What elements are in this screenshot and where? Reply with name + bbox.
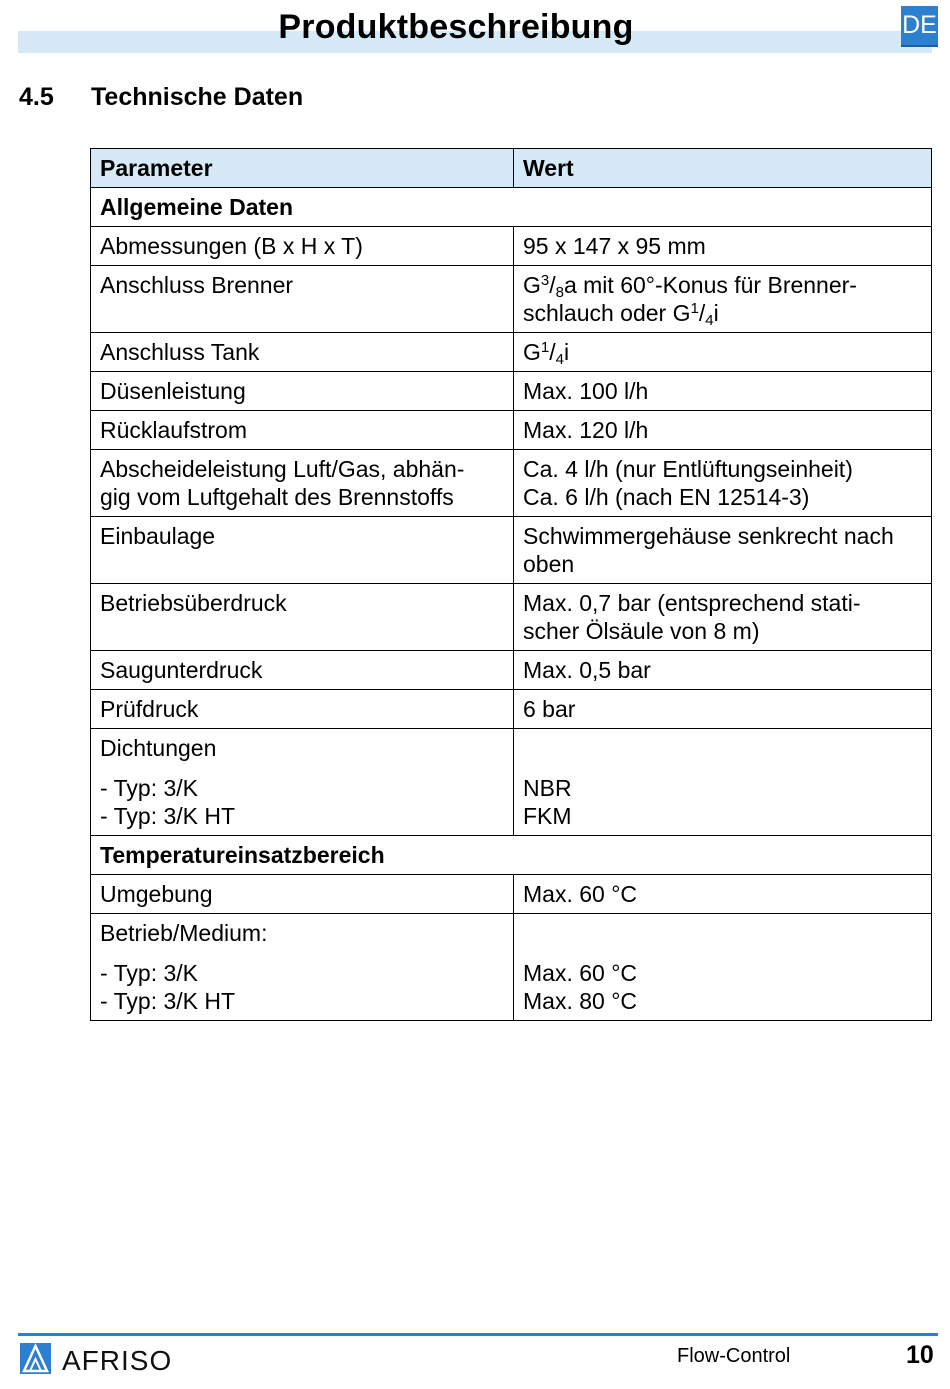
param-cell: Prüfdruck <box>91 690 514 729</box>
param-cell: Saugunterdruck <box>91 651 514 690</box>
value-cell <box>514 914 932 1021</box>
group-temperature: Temperatureinsatzbereich <box>91 836 932 875</box>
section-title: Technische Daten <box>91 83 304 111</box>
value-line: NBR <box>523 775 572 801</box>
param-line: Betrieb/Medium: <box>100 920 268 946</box>
value-line: Max. 0,7 bar (entsprechend stati- <box>523 590 861 616</box>
param-cell <box>91 450 514 517</box>
param-cell: Abmessungen (B x H x T) <box>91 227 514 266</box>
table-header-row <box>91 149 932 188</box>
table-row <box>91 875 932 914</box>
value-cell: Max. 100 l/h <box>514 372 932 411</box>
param-cell: Einbaulage <box>91 517 514 584</box>
table-row <box>91 651 932 690</box>
group-row <box>91 836 932 875</box>
table-row <box>91 411 932 450</box>
value-line: Schwimmergehäuse senkrecht nach <box>523 523 894 549</box>
param-line: Abscheideleistung Luft/Gas, abhän- <box>100 456 465 482</box>
footer-rule <box>18 1333 938 1336</box>
value-line: scher Ölsäule von 8 m) <box>523 618 760 644</box>
value-cell <box>514 266 932 333</box>
spec-table <box>90 148 932 1021</box>
value-cell <box>514 584 932 651</box>
table-row <box>91 450 932 517</box>
param-cell: Anschluss Brenner <box>91 266 514 333</box>
value-line: Ca. 4 l/h (nur Entlüftungseinheit) <box>523 456 853 482</box>
value-line: $G^3/_8a$ mit 60°-Konus für Brenner- <box>523 272 857 301</box>
brand-text: AFRISO <box>62 1345 173 1376</box>
header-parameter: Parameter <box>91 149 514 188</box>
param-cell <box>91 914 514 1021</box>
value-line: Ca. 6 l/h (nach EN 12514-3) <box>523 484 810 510</box>
value-cell <box>514 450 932 517</box>
param-line: - Typ: 3/K <box>100 960 199 986</box>
table-row <box>91 517 932 584</box>
language-badge[interactable]: DE <box>901 6 938 47</box>
table-row <box>91 729 932 836</box>
page-number: 10 <box>906 1341 934 1369</box>
value-cell: Max. 120 l/h <box>514 411 932 450</box>
group-general: Allgemeine Daten <box>91 188 932 227</box>
value-line: oben <box>523 551 575 577</box>
param-line: - Typ: 3/K HT <box>100 988 236 1014</box>
section-number: 4.5 <box>19 83 54 111</box>
value-line: Max. 80 °C <box>523 988 638 1014</box>
value-cell <box>514 517 932 584</box>
value-cell: Max. 0,5 bar <box>514 651 932 690</box>
table-row <box>91 333 932 372</box>
value-line: schlauch oder $G^1/_4i$ <box>523 300 719 329</box>
table-row <box>91 914 932 1021</box>
table-row <box>91 372 932 411</box>
product-name: Flow-Control <box>677 1345 791 1367</box>
param-cell: Düsenleistung <box>91 372 514 411</box>
param-cell: Umgebung <box>91 875 514 914</box>
param-line: - Typ: 3/K HT <box>100 803 236 829</box>
afriso-logo <box>20 1342 205 1376</box>
param-cell: Anschluss Tank <box>91 333 514 372</box>
param-cell: Rücklaufstrom <box>91 411 514 450</box>
table-row <box>91 227 932 266</box>
value-cell: $G^1/_4i$ <box>514 333 932 372</box>
table-row <box>91 584 932 651</box>
value-cell: 95 x 147 x 95 mm <box>514 227 932 266</box>
param-line: gig vom Luftgehalt des Brennstoffs <box>100 484 454 510</box>
param-cell: Betriebsüberdruck <box>91 584 514 651</box>
value-cell: Max. 60 °C <box>514 875 932 914</box>
param-line: Dichtungen <box>100 735 217 761</box>
param-line: - Typ: 3/K <box>100 775 199 801</box>
header-value: Wert <box>514 149 932 188</box>
table-row <box>91 266 932 333</box>
param-cell <box>91 729 514 836</box>
table-row <box>91 690 932 729</box>
group-row <box>91 188 932 227</box>
value-cell <box>514 729 932 836</box>
value-line: Max. 60 °C <box>523 960 638 986</box>
value-line: FKM <box>523 803 572 829</box>
value-cell: 6 bar <box>514 690 932 729</box>
page-title: Produktbeschreibung <box>278 8 634 46</box>
